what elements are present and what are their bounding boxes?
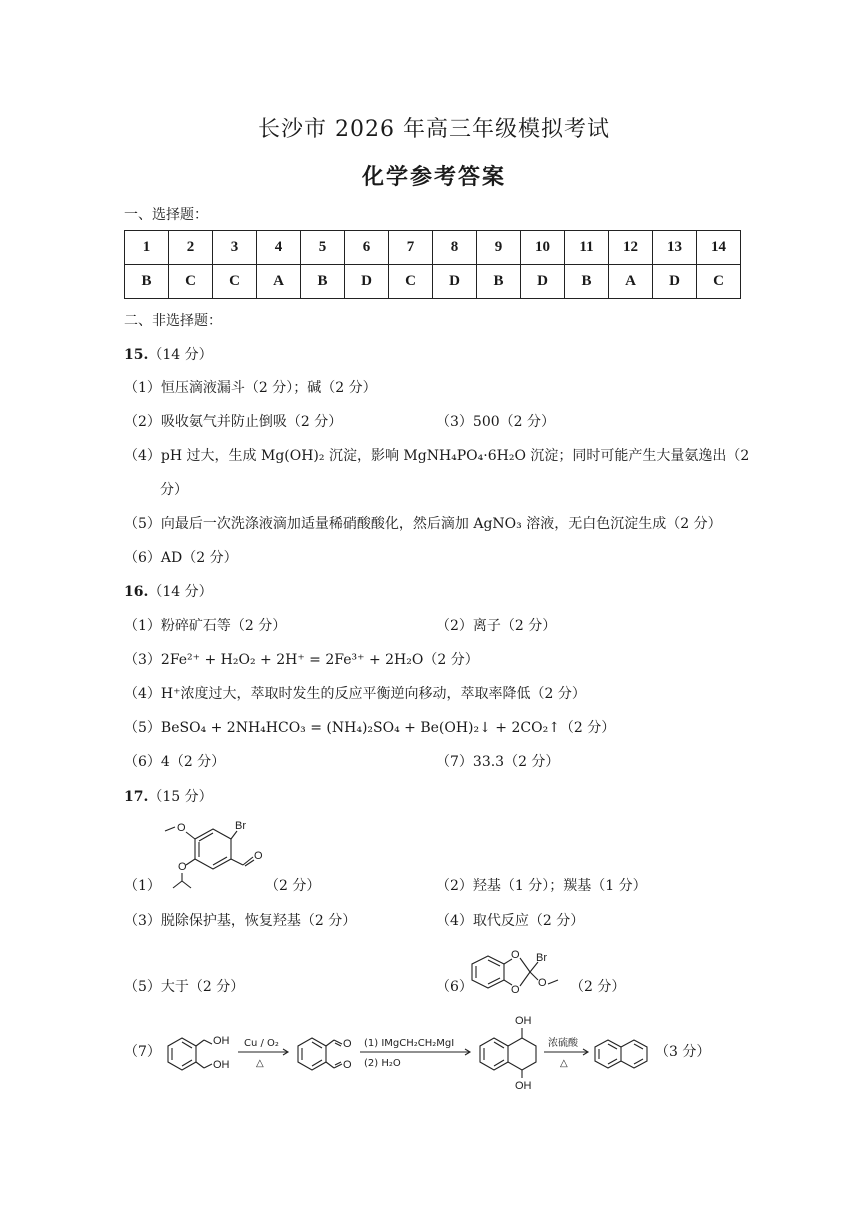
oh-label-4: OH [515,1080,532,1092]
q15-answer-2: （2）吸收氨气并防止倒吸（2 分） [124,414,343,430]
methoxy-o-label: O [177,822,186,834]
q17-synthesis-route [160,1010,700,1095]
answer-cell: D [653,265,697,299]
methoxy-o-label-6: O [538,977,547,989]
q17-answer-1-points: （2 分） [265,878,321,894]
q17-number: 17. [124,789,149,805]
question-number: 1 [125,231,169,265]
q16-answer-6: （6）4（2 分） [124,754,226,770]
q17-answer-6-points: （2 分） [570,979,626,995]
condition-grignard: (1) IMgCH₂CH₂MgI [364,1038,455,1049]
q16-answer-7: （7）33.3（2 分） [436,754,560,770]
answer-cell: D [521,265,565,299]
q17-answer-1-label: （1） [124,878,161,894]
q15-points: （14 分） [148,347,213,363]
condition-water: (2) H₂O [364,1058,401,1069]
q16-answer-2: （2）离子（2 分） [436,618,557,634]
condition-cu-o2: Cu / O₂ [244,1038,279,1049]
section-multiple-choice: 一、选择题： [124,207,208,223]
q17-answer-4: （4）取代反应（2 分） [436,913,585,929]
answer-cell: B [125,265,169,299]
q15-answer-4: （4）pH 过大，生成 Mg(OH)₂ 沉淀，影响 MgNH₄PO₄·6H₂O 沉淀；同时可能产生大量氨逸出（2 [124,448,750,464]
question-number: 11 [565,231,609,265]
section-free-response: 二、非选择题： [124,313,222,329]
answer-table [124,230,741,299]
answer-cell: A [257,265,301,299]
question-number: 14 [697,231,741,265]
question-number: 10 [521,231,565,265]
cho-o-label-2: O [343,1059,352,1071]
q17-structure-1 [155,815,265,895]
intermediate-dialdehyde [298,1038,352,1071]
question-number: 12 [609,231,653,265]
question-number: 5 [301,231,345,265]
intermediate-tetralindiol [480,1015,536,1092]
q15-answer-6: （6）AD（2 分） [124,550,238,566]
ether-o-label: O [178,861,187,873]
q16-answer-3: （3）2Fe²⁺ + H₂O₂ + 2H⁺ = 2Fe³⁺ + 2H₂O（2 分） [124,652,479,668]
oh-label-2: OH [213,1059,230,1071]
q15-answer-4-cont: 分） [160,482,188,498]
q15-answer-1: （1）恒压滴液漏斗（2 分）；碱（2 分） [124,380,377,396]
question-number: 8 [433,231,477,265]
condition-conc-h2so4: 浓硫酸 [548,1038,578,1049]
q17-answer-6-label: （6） [436,979,473,995]
q17-answer-7-points: （3 分） [655,1044,711,1060]
answer-cell: C [389,265,433,299]
aldehyde-o-label: O [254,850,263,862]
q15-answer-3: （3）500（2 分） [436,414,555,430]
q16-answer-5: （5）BeSO₄ + 2NH₄HCO₃ = (NH₄)₂SO₄ + Be(OH)₂↓ + 2CO₂↑（2 分） [124,720,616,736]
reactant-diol [168,1035,230,1071]
answer-table-numbers-row [125,231,741,265]
answer-cell: A [609,265,653,299]
q17-answer-2: （2）羟基（1 分）；羰基（1 分） [436,878,647,894]
q17-structure-6 [468,944,568,999]
q17-answer-5: （5）大于（2 分） [124,979,245,995]
question-number: 6 [345,231,389,265]
q17-answer-3: （3）脱除保护基，恢复羟基（2 分） [124,913,357,929]
question-number: 2 [169,231,213,265]
answer-cell: C [213,265,257,299]
product-naphthalene [595,1040,647,1068]
answer-cell: D [433,265,477,299]
q15-number: 15. [124,347,149,363]
ring-o-label-1: O [511,949,520,961]
q15-answer-5: （5）向最后一次洗涤液滴加适量稀硝酸酸化，然后滴加 AgNO₃ 溶液，无白色沉淀生成（2 分） [124,516,722,532]
answer-cell: D [345,265,389,299]
condition-heat-1: △ [256,1058,264,1069]
question-number: 7 [389,231,433,265]
q17-points: （15 分） [148,789,213,805]
q16-number: 16. [124,584,149,600]
q16-answer-1: （1）粉碎矿石等（2 分） [124,618,287,634]
q17-answer-7-label: （7） [124,1044,161,1060]
oh-label-1: OH [213,1035,230,1047]
answer-cell: B [565,265,609,299]
bromo-label-6: Br [536,952,547,964]
condition-heat-2: △ [560,1058,568,1069]
question-number: 3 [213,231,257,265]
answer-table-answers-row [125,265,741,299]
answer-cell: C [169,265,213,299]
q16-heading [124,583,213,601]
answer-cell: B [301,265,345,299]
question-number: 13 [653,231,697,265]
q15-heading [124,346,213,364]
q16-points: （14 分） [148,584,213,600]
bromo-label: Br [235,820,246,832]
page-subtitle: 化学参考答案 [361,164,506,190]
q17-heading [124,788,213,806]
page-title: 长沙市 2026 年高三年级模拟考试 [258,117,610,142]
oh-label-3: OH [515,1015,532,1027]
question-number: 9 [477,231,521,265]
question-number: 4 [257,231,301,265]
cho-o-label-1: O [343,1038,352,1050]
answer-cell: C [697,265,741,299]
answer-cell: B [477,265,521,299]
q16-answer-4: （4）H⁺浓度过大，萃取时发生的反应平衡逆向移动，萃取率降低（2 分） [124,686,586,702]
ring-o-label-2: O [511,984,520,996]
